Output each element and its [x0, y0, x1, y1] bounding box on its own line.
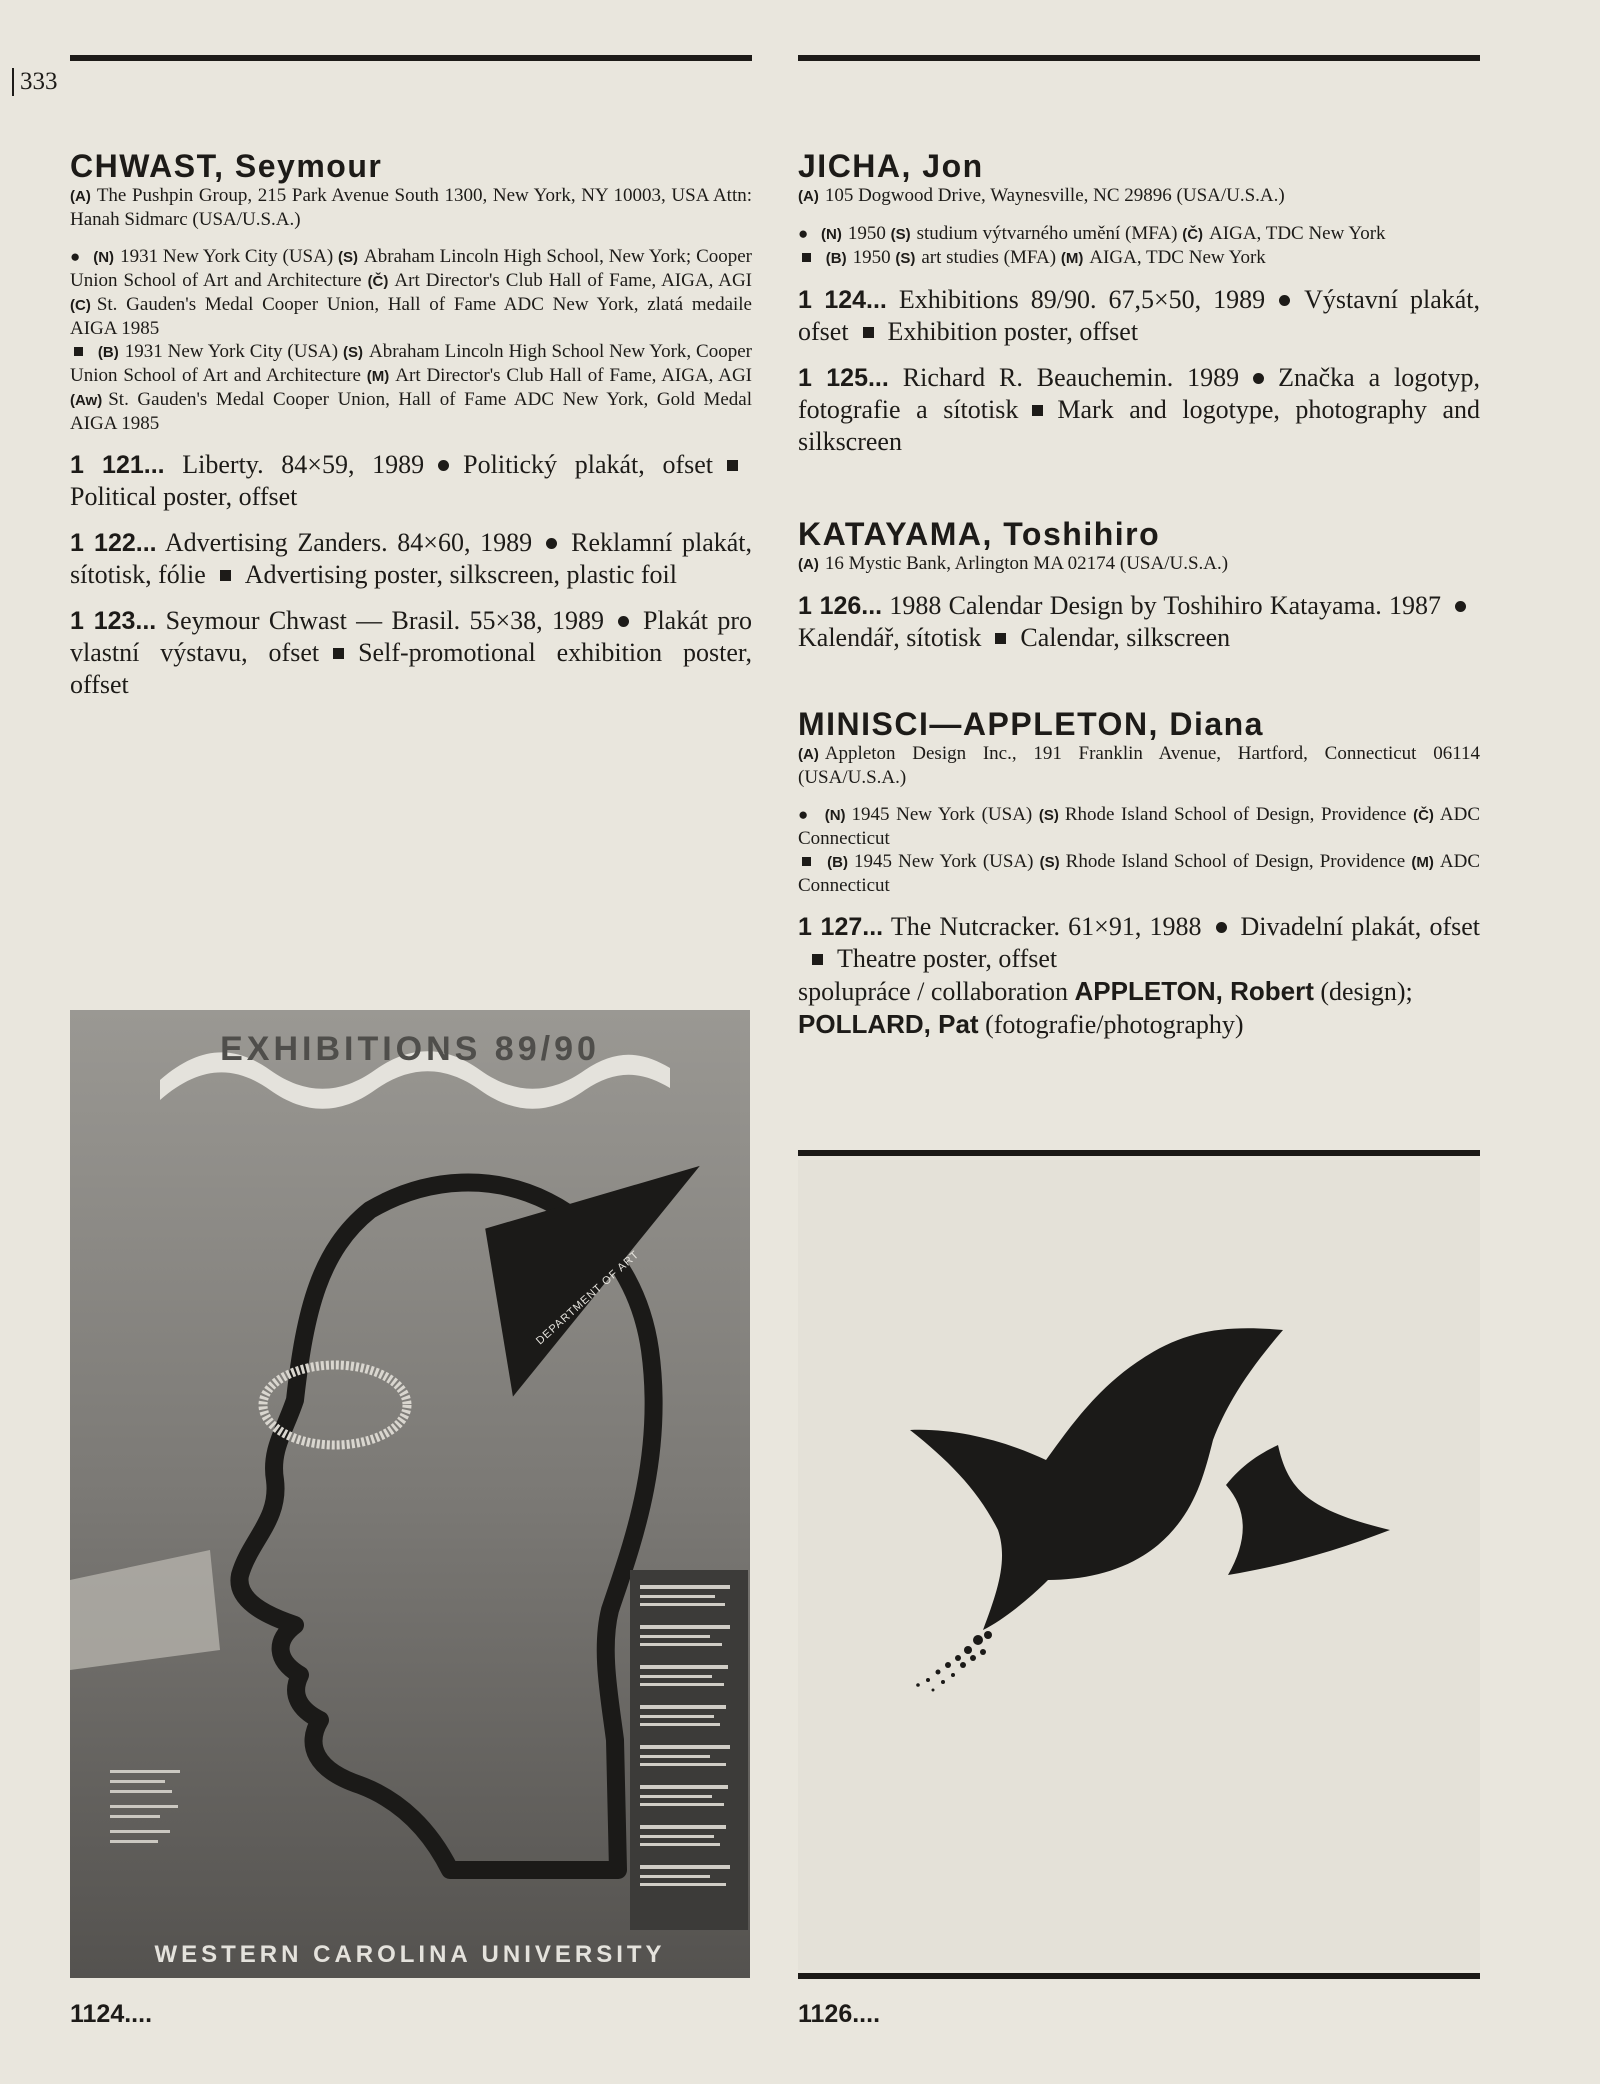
bullet-square — [220, 570, 231, 581]
work-desc-cz: Výstavní plakát, ofset — [798, 285, 1481, 346]
bio-text: ADC Connecticut — [798, 851, 1481, 896]
minisci-name: MINISCI—APPLETON, Diana — [798, 706, 1264, 742]
work-title: 1988 Calendar Design by Toshihiro Katayama. 1987 — [889, 591, 1441, 620]
bio-tag: (S) — [342, 344, 363, 361]
bio-tag: (S) — [895, 250, 916, 267]
bullet-square — [802, 253, 811, 262]
address-tag: (A) — [70, 188, 91, 205]
work-desc-en: Exhibition poster, offset — [887, 317, 1139, 346]
bullet-dot: ● — [70, 247, 81, 266]
bio-text: 1945 New York (USA) — [851, 804, 1033, 825]
poster-triangle-text: DEPARTMENT OF ART — [533, 1248, 642, 1348]
bio-tag: (S) — [1039, 854, 1060, 871]
collab-name: POLLARD, Pat — [798, 1009, 979, 1039]
bullet-dot — [618, 616, 629, 627]
address-text: Appleton Design Inc., 191 Franklin Avenue, Hartford, Connecticut 06114 (USA/U.S.A.) — [798, 743, 1480, 788]
bio-tag: (C) — [70, 297, 91, 314]
work-title: Liberty. 84×59, 1989 — [182, 450, 425, 479]
work-entry — [798, 284, 1480, 348]
poster-title: EXHIBITIONS 89/90 — [220, 1030, 600, 1068]
bio-text: Abraham Lincoln High School New York, Cooper Union School of Art and Architecture — [70, 341, 752, 386]
bio-tag: (M) — [1411, 854, 1434, 871]
work-desc-cz: Plakát pro vlastní výstavu, ofset — [70, 606, 752, 667]
work-desc-en: Calendar, silkscreen — [1020, 623, 1231, 652]
bio-text: Rhode Island School of Design, Providence — [1064, 804, 1407, 825]
calendar-bird-image — [798, 1160, 1480, 1970]
collab-name: APPLETON, Robert — [1074, 976, 1314, 1006]
bio-tag: (S) — [1038, 807, 1059, 824]
work-desc-cz: Kalendář, sítotisk — [798, 623, 982, 652]
right-entries — [798, 148, 1480, 1041]
address-text: The Pushpin Group, 215 Park Avenue South 1300, New York, NY 10003, USA Attn: Hanah Sidmarc (USA/U.S.A.) — [70, 185, 752, 230]
bio-text: ADC Connecticut — [798, 804, 1481, 849]
work-desc-en: Self-promotional exhibition poster, offset — [70, 638, 752, 699]
bullet-square — [1032, 405, 1043, 416]
work-number: 1 123... — [70, 607, 157, 635]
collab-role: (design); — [1320, 977, 1413, 1006]
work-entry — [70, 449, 752, 513]
work-title: The Nutcracker. 61×91, 1988 — [890, 912, 1202, 941]
bullet-dot — [438, 460, 449, 471]
bio-text: 1931 New York City (USA) — [120, 246, 334, 267]
bio-text: 1945 New York (USA) — [854, 851, 1034, 872]
top-rule-left — [70, 55, 752, 61]
work-title: Richard R. Beauchemin. 1989 — [902, 363, 1240, 392]
bio-tag: (Č) — [1182, 226, 1204, 243]
bio-text: Abraham Lincoln High School, New York; Cooper Union School of Art and Architecture — [70, 246, 753, 291]
address-tag: (A) — [798, 188, 819, 205]
address-text: 16 Mystic Bank, Arlington MA 02174 (USA/U.S.A.) — [824, 553, 1229, 574]
bio-text: art studies (MFA) — [921, 247, 1057, 268]
work-entry — [70, 527, 752, 591]
work-number: 1 121... — [70, 451, 165, 479]
collaboration-line — [798, 975, 1480, 1041]
caption-1126: 1126.... — [798, 2000, 881, 2028]
work-desc-cz: Divadelní plakát, ofset — [1240, 912, 1480, 941]
bio-text: 1950 — [847, 223, 886, 244]
minisci-address — [798, 742, 1480, 789]
bullet-square — [812, 954, 823, 965]
bottom-rule-right — [798, 1973, 1480, 1979]
bio-tag: (N) — [93, 249, 115, 266]
bio-text: studium výtvarného umění (MFA) — [916, 223, 1178, 244]
bullet-square — [802, 857, 811, 866]
collab-role: (fotografie/photography) — [985, 1010, 1244, 1039]
address-text: 105 Dogwood Drive, Waynesville, NC 29896 (USA/U.S.A.) — [824, 185, 1285, 206]
bio-tag: (N) — [824, 807, 846, 824]
minisci-bio-cz — [798, 803, 1480, 850]
bullet-dot — [1216, 922, 1227, 933]
top-rule-right — [798, 55, 1480, 61]
bullet-square — [995, 633, 1006, 644]
chwast-entry — [70, 148, 752, 701]
bio-cz — [70, 245, 752, 340]
bio-tag: (B) — [825, 250, 847, 267]
bio-text: Art Director's Club Hall of Fame, AIGA, AGI — [395, 365, 752, 386]
work-number: 1 126... — [798, 592, 883, 620]
bio-text: 1950 — [852, 247, 891, 268]
bullet-dot: ● — [798, 805, 811, 824]
work-number: 1 125... — [798, 364, 889, 392]
bio-text: AIGA, TDC New York — [1209, 223, 1386, 244]
bullet-square — [863, 327, 874, 338]
work-desc-cz: Značka a logotyp, fotografie a sítotisk — [798, 363, 1480, 424]
poster-exhibitions-image — [70, 1010, 750, 1978]
work-entry — [798, 590, 1480, 654]
work-entry — [798, 911, 1480, 975]
work-number: 1 124... — [798, 286, 887, 314]
work-desc-cz: Politický plakát, ofset — [463, 450, 713, 479]
katayama-address — [798, 552, 1480, 576]
work-title: Exhibitions 89/90. 67,5×50, 1989 — [898, 285, 1266, 314]
bullet-dot: ● — [798, 224, 809, 243]
bio-tag: (S) — [890, 226, 911, 243]
address-tag: (A) — [798, 556, 819, 573]
work-desc-en: Theatre poster, offset — [837, 944, 1058, 973]
bio-tag: (B) — [97, 344, 119, 361]
work-desc-cz: Reklamní plakát, sítotisk, fólie — [70, 528, 752, 589]
bio-text: Rhode Island School of Design, Providence — [1065, 851, 1406, 872]
bird-illustration — [798, 1160, 1480, 1970]
address-tag: (A) — [798, 746, 819, 763]
work-desc-en: Political poster, offset — [70, 482, 298, 511]
jicha-bio-cz — [798, 222, 1480, 246]
mid-rule-right — [798, 1150, 1480, 1156]
bio-text: 1931 New York City (USA) — [124, 341, 339, 362]
work-title: Seymour Chwast — Brasil. 55×38, 1989 — [165, 606, 604, 635]
work-number: 1 122... — [70, 529, 157, 557]
jicha-address — [798, 184, 1480, 208]
work-desc-en: Advertising poster, silkscreen, plastic foil — [244, 560, 677, 589]
designer-name: CHWAST, Seymour — [70, 148, 383, 184]
bio-tag: (N) — [821, 226, 842, 243]
bio-text: St. Gauden's Medal Cooper Union, Hall of Fame ADC New York, zlatá medaile AIGA 1985 — [70, 294, 752, 339]
collab-prefix: spolupráce / collaboration — [798, 977, 1069, 1006]
jicha-name: JICHA, Jon — [798, 148, 984, 184]
bio-text: Art Director's Club Hall of Fame, AIGA, AGI — [394, 270, 753, 291]
bio-tag: (M) — [366, 368, 390, 385]
work-entry — [798, 362, 1480, 458]
bio-tag: (B) — [827, 854, 848, 871]
bio-text: AIGA, TDC New York — [1089, 247, 1266, 268]
poster-illustration — [70, 1010, 750, 1978]
caption-1124: 1124.... — [70, 2000, 153, 2028]
bio-en — [70, 340, 752, 435]
bullet-square — [333, 648, 344, 659]
page-number: 333 — [12, 68, 58, 96]
bio-tag: (Č) — [1413, 807, 1434, 824]
bio-tag: (M) — [1060, 250, 1084, 267]
work-entry — [70, 605, 752, 701]
bullet-square — [74, 347, 83, 356]
bullet-dot — [1455, 601, 1466, 612]
katayama-name: KATAYAMA, Toshihiro — [798, 516, 1161, 552]
poster-footer: WESTERN CAROLINA UNIVERSITY — [154, 1941, 666, 1968]
bio-tag: (S) — [338, 249, 359, 266]
bullet-dot — [1279, 295, 1290, 306]
work-number: 1 127... — [798, 913, 884, 941]
minisci-bio-en — [798, 850, 1480, 897]
bio-text: St. Gauden's Medal Cooper Union, Hall of Fame ADC New York, Gold Medal AIGA 1985 — [70, 389, 752, 434]
bullet-dot — [546, 538, 557, 549]
designer-address — [70, 184, 752, 231]
work-title: Advertising Zanders. 84×60, 1989 — [164, 528, 533, 557]
bullet-square — [727, 460, 738, 471]
bullet-dot — [1253, 373, 1264, 384]
work-desc-en: Mark and logotype, photography and silkscreen — [798, 395, 1480, 456]
bio-tag: (Č) — [367, 273, 389, 290]
jicha-bio-en — [798, 246, 1480, 270]
bio-tag: (Aw) — [70, 392, 103, 409]
